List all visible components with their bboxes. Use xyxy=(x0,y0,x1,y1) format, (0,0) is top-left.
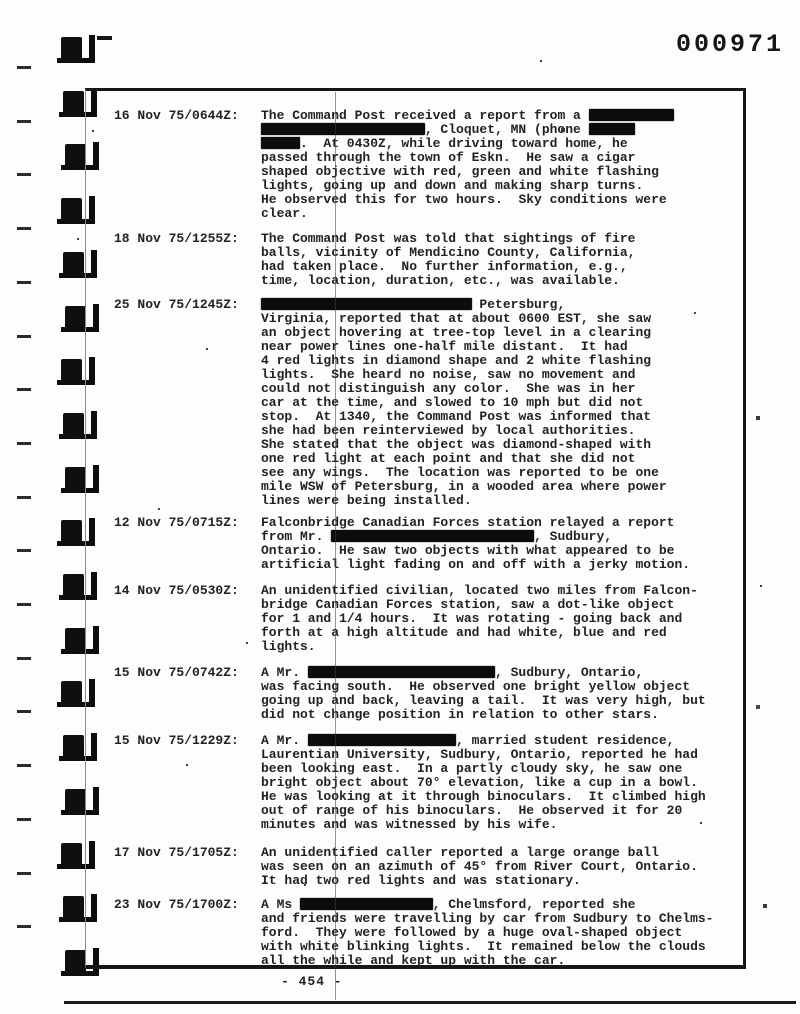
entry-line: ford. They were followed by a huge oval-shaped object xyxy=(261,925,683,940)
entry-text xyxy=(261,516,739,572)
entry-line: The Command Post received a report from a xyxy=(261,109,739,123)
entry-line: lights, going up and down and making sharp turns. xyxy=(261,178,644,193)
entry-line: She stated that the object was diamond-shaped with xyxy=(261,437,652,452)
entry-line: Falconbridge Canadian Forces station relayed a report xyxy=(261,515,675,530)
redaction-bar xyxy=(331,530,534,542)
entry-line: for 1 and 1/4 hours. It was rotating - going back and xyxy=(261,611,683,626)
page-number: - 454 - xyxy=(281,974,343,989)
margin-dash xyxy=(17,227,31,230)
binder-blob xyxy=(61,37,82,62)
margin-dash xyxy=(17,120,31,123)
log-entry xyxy=(114,666,739,722)
entry-line: bright object about 70° elevation, like a cup in a bowl. xyxy=(261,775,698,790)
binder-blob xyxy=(65,789,86,814)
entry-line: had taken place. No further information, e.g., xyxy=(261,259,628,274)
entry-line: was facing south. He observed one bright yellow object xyxy=(261,679,691,694)
entry-text xyxy=(261,734,739,832)
binder-blob xyxy=(61,520,82,545)
binder-blob xyxy=(63,252,84,277)
redaction-bar xyxy=(261,123,425,135)
entry-date: 15 Nov 75/0742Z: xyxy=(114,665,239,680)
entry-line: stop. At 1340, the Command Post was informed that xyxy=(261,409,652,424)
binder-blob xyxy=(61,681,82,706)
entry-line: mile WSW of Petersburg, in a wooded area where power xyxy=(261,479,667,494)
margin-dash xyxy=(17,388,31,391)
log-entry xyxy=(114,734,739,832)
log-entry xyxy=(114,846,739,888)
margin-dash xyxy=(17,442,31,445)
entry-line: shaped objective with red, green and white flashing xyxy=(261,164,659,179)
log-entry xyxy=(114,298,739,508)
entry-line: 4 red lights in diamond shape and 2 white flashing xyxy=(261,353,652,368)
entry-text xyxy=(261,898,739,968)
entry-line: going up and back, leaving a tail. It was very high, but xyxy=(261,693,706,708)
entry-date: 17 Nov 75/1705Z: xyxy=(114,845,239,860)
log-entry xyxy=(114,109,739,221)
entry-line: A Mr. , married student residence, xyxy=(261,733,675,748)
entry-line: was seen on an azimuth of 45° from River Court, Ontario. xyxy=(261,859,698,874)
binder-blob xyxy=(61,843,82,868)
entry-line: Petersburg, xyxy=(261,298,739,312)
entry-line: car at the time, and slowed to 10 mph but did not xyxy=(261,395,644,410)
redaction-bar xyxy=(308,734,456,746)
redaction-bar xyxy=(261,137,300,149)
entry-line: artificial light fading on and off with a jerky motion. xyxy=(261,557,691,572)
entry-line: A Mr. , Sudbury, Ontario, xyxy=(261,665,644,680)
entry-date: 14 Nov 75/0530Z: xyxy=(114,583,239,598)
margin-dash xyxy=(17,173,31,176)
binder-blob xyxy=(63,896,84,921)
entry-line: . At 0430Z, while driving toward home, he xyxy=(261,137,739,151)
entry-line: balls, vicinity of Mendicino County, California, xyxy=(261,245,636,260)
log-entry xyxy=(114,516,739,572)
entry-text xyxy=(261,846,739,888)
entry-date: 23 Nov 75/1700Z: xyxy=(114,897,239,912)
redaction-bar xyxy=(300,898,433,910)
entry-line: time, location, duration, etc., was available. xyxy=(261,273,620,288)
binder-mark xyxy=(53,35,103,67)
entry-line: lights. xyxy=(261,639,316,654)
entry-line: He was looking at it through binoculars. It climbed high xyxy=(261,789,706,804)
entries xyxy=(114,109,739,968)
entry-date: 18 Nov 75/1255Z: xyxy=(114,231,239,246)
redaction-bar xyxy=(261,298,472,310)
entry-line: and friends were travelling by car from Sudbury to Chelms- xyxy=(261,911,714,926)
binder-blob xyxy=(65,628,86,653)
entry-date: 25 Nov 75/1245Z: xyxy=(114,297,239,312)
margin-dash xyxy=(17,496,31,499)
bottom-rule xyxy=(64,1001,796,1004)
margin-dash xyxy=(17,925,31,928)
entry-line: A Ms , Chelmsford, reported she xyxy=(261,897,636,912)
fold-crease-line xyxy=(335,92,336,1000)
binder-blob xyxy=(65,306,86,331)
margin-dash xyxy=(17,66,31,69)
content-box xyxy=(85,88,746,969)
entry-line: an object hovering at tree-top level in a clearing xyxy=(261,325,652,340)
binder-blob xyxy=(61,198,82,223)
margin-dash xyxy=(17,764,31,767)
doc-number-stamp: 000971 xyxy=(676,30,785,59)
scan-speckles xyxy=(0,0,2,2)
entry-text xyxy=(261,584,739,654)
entry-line: , Cloquet, MN (phone xyxy=(261,123,739,137)
entry-line: bridge Canadian Forces station, saw a dot-like object xyxy=(261,597,675,612)
entry-line: could not distinguish any color. She was in her xyxy=(261,381,636,396)
entry-line: lines were being installed. xyxy=(261,493,472,508)
entry-line: An unidentified caller reported a large orange ball xyxy=(261,845,659,860)
entry-line: see any wings. The location was reported to be one xyxy=(261,465,659,480)
entry-line: clear. xyxy=(261,206,308,221)
entry-line: Virginia, reported that at about 0600 EST, she saw xyxy=(261,311,652,326)
entry-line: all the while and kept up with the car. xyxy=(261,953,566,968)
entry-text xyxy=(261,298,739,508)
binder-blob xyxy=(65,144,86,169)
entry-line: passed through the town of Eskn. He saw a cigar xyxy=(261,150,636,165)
entry-line: near power lines one-half mile distant. It had xyxy=(261,339,628,354)
entry-text xyxy=(261,109,739,221)
margin-dash xyxy=(17,549,31,552)
log-entry xyxy=(114,898,739,968)
margin-dash xyxy=(17,335,31,338)
binder-blob xyxy=(63,413,84,438)
redaction-bar xyxy=(589,109,675,121)
entry-line: out of range of his binoculars. He observed it for 20 xyxy=(261,803,683,818)
entry-line: lights. She heard no noise, saw no movement and xyxy=(261,367,636,382)
binder-blob xyxy=(63,91,84,116)
entry-date: 15 Nov 75/1229Z: xyxy=(114,733,239,748)
entry-line: she had been reinterviewed by local authorities. xyxy=(261,423,636,438)
entry-date: 12 Nov 75/0715Z: xyxy=(114,515,239,530)
entry-line: been looking east. In a partly cloudy sky, he saw one xyxy=(261,761,683,776)
margin-dash xyxy=(17,872,31,875)
entry-line: Ontario. He saw two objects with what appeared to be xyxy=(261,543,675,558)
entry-line: He observed this for two hours. Sky conditions were xyxy=(261,192,667,207)
entry-date: 16 Nov 75/0644Z: xyxy=(114,108,239,123)
margin-dash xyxy=(17,818,31,821)
entry-text xyxy=(261,232,739,288)
binder-blob xyxy=(63,574,84,599)
entry-line: forth at a high altitude and had white, blue and red xyxy=(261,625,667,640)
log-entry xyxy=(114,232,739,288)
log-entry xyxy=(114,584,739,654)
entry-line: minutes and was witnessed by his wife. xyxy=(261,817,558,832)
margin-dash xyxy=(17,281,31,284)
entry-line: Laurentian University, Sudbury, Ontario, reported he had xyxy=(261,747,698,762)
binder-blob xyxy=(65,467,86,492)
entry-line: It had two red lights and was stationary. xyxy=(261,873,581,888)
binder-blob xyxy=(65,950,86,975)
margin-dash xyxy=(17,603,31,606)
margin-dash xyxy=(17,657,31,660)
binder-blob xyxy=(61,359,82,384)
margin-dash xyxy=(17,710,31,713)
entry-line: one red light at each point and that she did not xyxy=(261,451,636,466)
entry-text xyxy=(261,666,739,722)
entry-line: An unidentified civilian, located two miles from Falcon- xyxy=(261,583,698,598)
redaction-bar xyxy=(589,123,636,135)
entry-line: did not change position in relation to other stars. xyxy=(261,707,659,722)
entry-line: from Mr. , Sudbury, xyxy=(261,529,613,544)
entry-line: The Command Post was told that sightings of fire xyxy=(261,231,636,246)
entry-line: with white blinking lights. It remained below the clouds xyxy=(261,939,706,954)
binder-blob xyxy=(63,735,84,760)
